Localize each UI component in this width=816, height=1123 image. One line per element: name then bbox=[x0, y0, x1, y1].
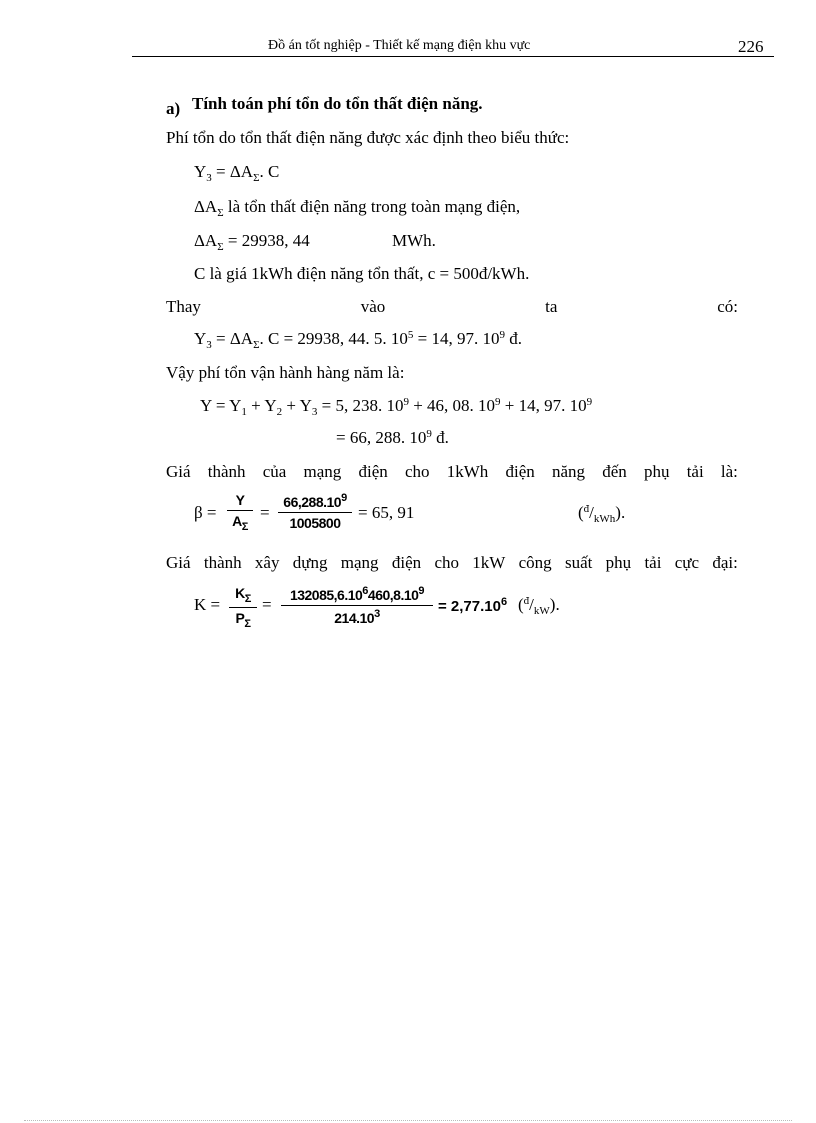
intro-text: Phí tổn do tổn thất điện năng được xác định theo biểu thức: bbox=[166, 128, 570, 147]
k-unit: $(^đ/_{kW})$. bbox=[518, 595, 560, 617]
c-definition: C là giá 1kWh điện năng tổn thất, c = 500đ/kWh. bbox=[194, 264, 530, 283]
beta-result: = 65, 91 bbox=[358, 503, 415, 522]
beta-fraction-numeric: 66,288.10$^9$ 1005800 bbox=[278, 492, 352, 531]
equation-total-y: $Y = Y_1 + Y_2 + Y_3 = 5$, 238. $10^9 + 46$, 08. $10^9 + 14$, 97. $10^9$ bbox=[200, 396, 593, 418]
equation-y3-value: $Y_3 = \Delta A_\Sigma$. C = 29938, 44. 5. $10^5 = 14$, 97. $10^9$ đ. bbox=[194, 329, 523, 351]
delta-a-value: $\Delta A_\Sigma = 29938$, 44 bbox=[194, 231, 310, 253]
section-marker: a) bbox=[166, 99, 181, 118]
k-fraction-symbolic: $K_\Sigma$ $P_\Sigma$ bbox=[229, 585, 257, 630]
beta-equals: = bbox=[260, 503, 270, 522]
page-number: 226 bbox=[738, 37, 764, 56]
summary-text: Vậy phí tổn vận hành hàng năm là: bbox=[166, 363, 405, 382]
bottom-border bbox=[24, 1120, 792, 1121]
k-label: K = bbox=[194, 595, 221, 614]
equation-y3: $Y_3 = \Delta A_\Sigma$. C bbox=[194, 162, 280, 184]
k-equals: = bbox=[262, 595, 272, 614]
delta-a-unit: MWh. bbox=[392, 231, 436, 250]
cost-per-kw-text: Giá thành xây dựng mạng điện cho 1kW công suất phụ tải cực đại: bbox=[166, 553, 738, 572]
cost-per-kwh-text: Giá thành của mạng điện cho 1kWh điện năng đến phụ tải là: bbox=[166, 462, 738, 481]
header-divider bbox=[132, 56, 774, 57]
substitution-line: Thay vào ta có: bbox=[166, 297, 738, 316]
beta-unit: $(^đ/_{kWh})$. bbox=[578, 503, 626, 525]
k-result: = $2,77.10^6$ bbox=[438, 596, 508, 615]
beta-fraction-symbolic: Y $A_\Sigma$ bbox=[227, 492, 253, 533]
k-fraction-numeric: 132085,6.10$^6$460,8.10$^9$ 214.10$^3$ bbox=[281, 585, 433, 626]
header-title: Đồ án tốt nghiệp - Thiết kế mạng điện khu vực bbox=[268, 38, 531, 53]
delta-a-definition: $\Delta A_\Sigma$ là tổn thất điện năng trong toàn mạng điện, bbox=[194, 197, 521, 219]
equation-total-result: = 66, 288. $10^9$ đ. bbox=[336, 428, 449, 447]
beta-label: β = bbox=[194, 503, 217, 522]
section-heading: Tính toán phí tổn do tổn thất điện năng. bbox=[192, 94, 483, 113]
